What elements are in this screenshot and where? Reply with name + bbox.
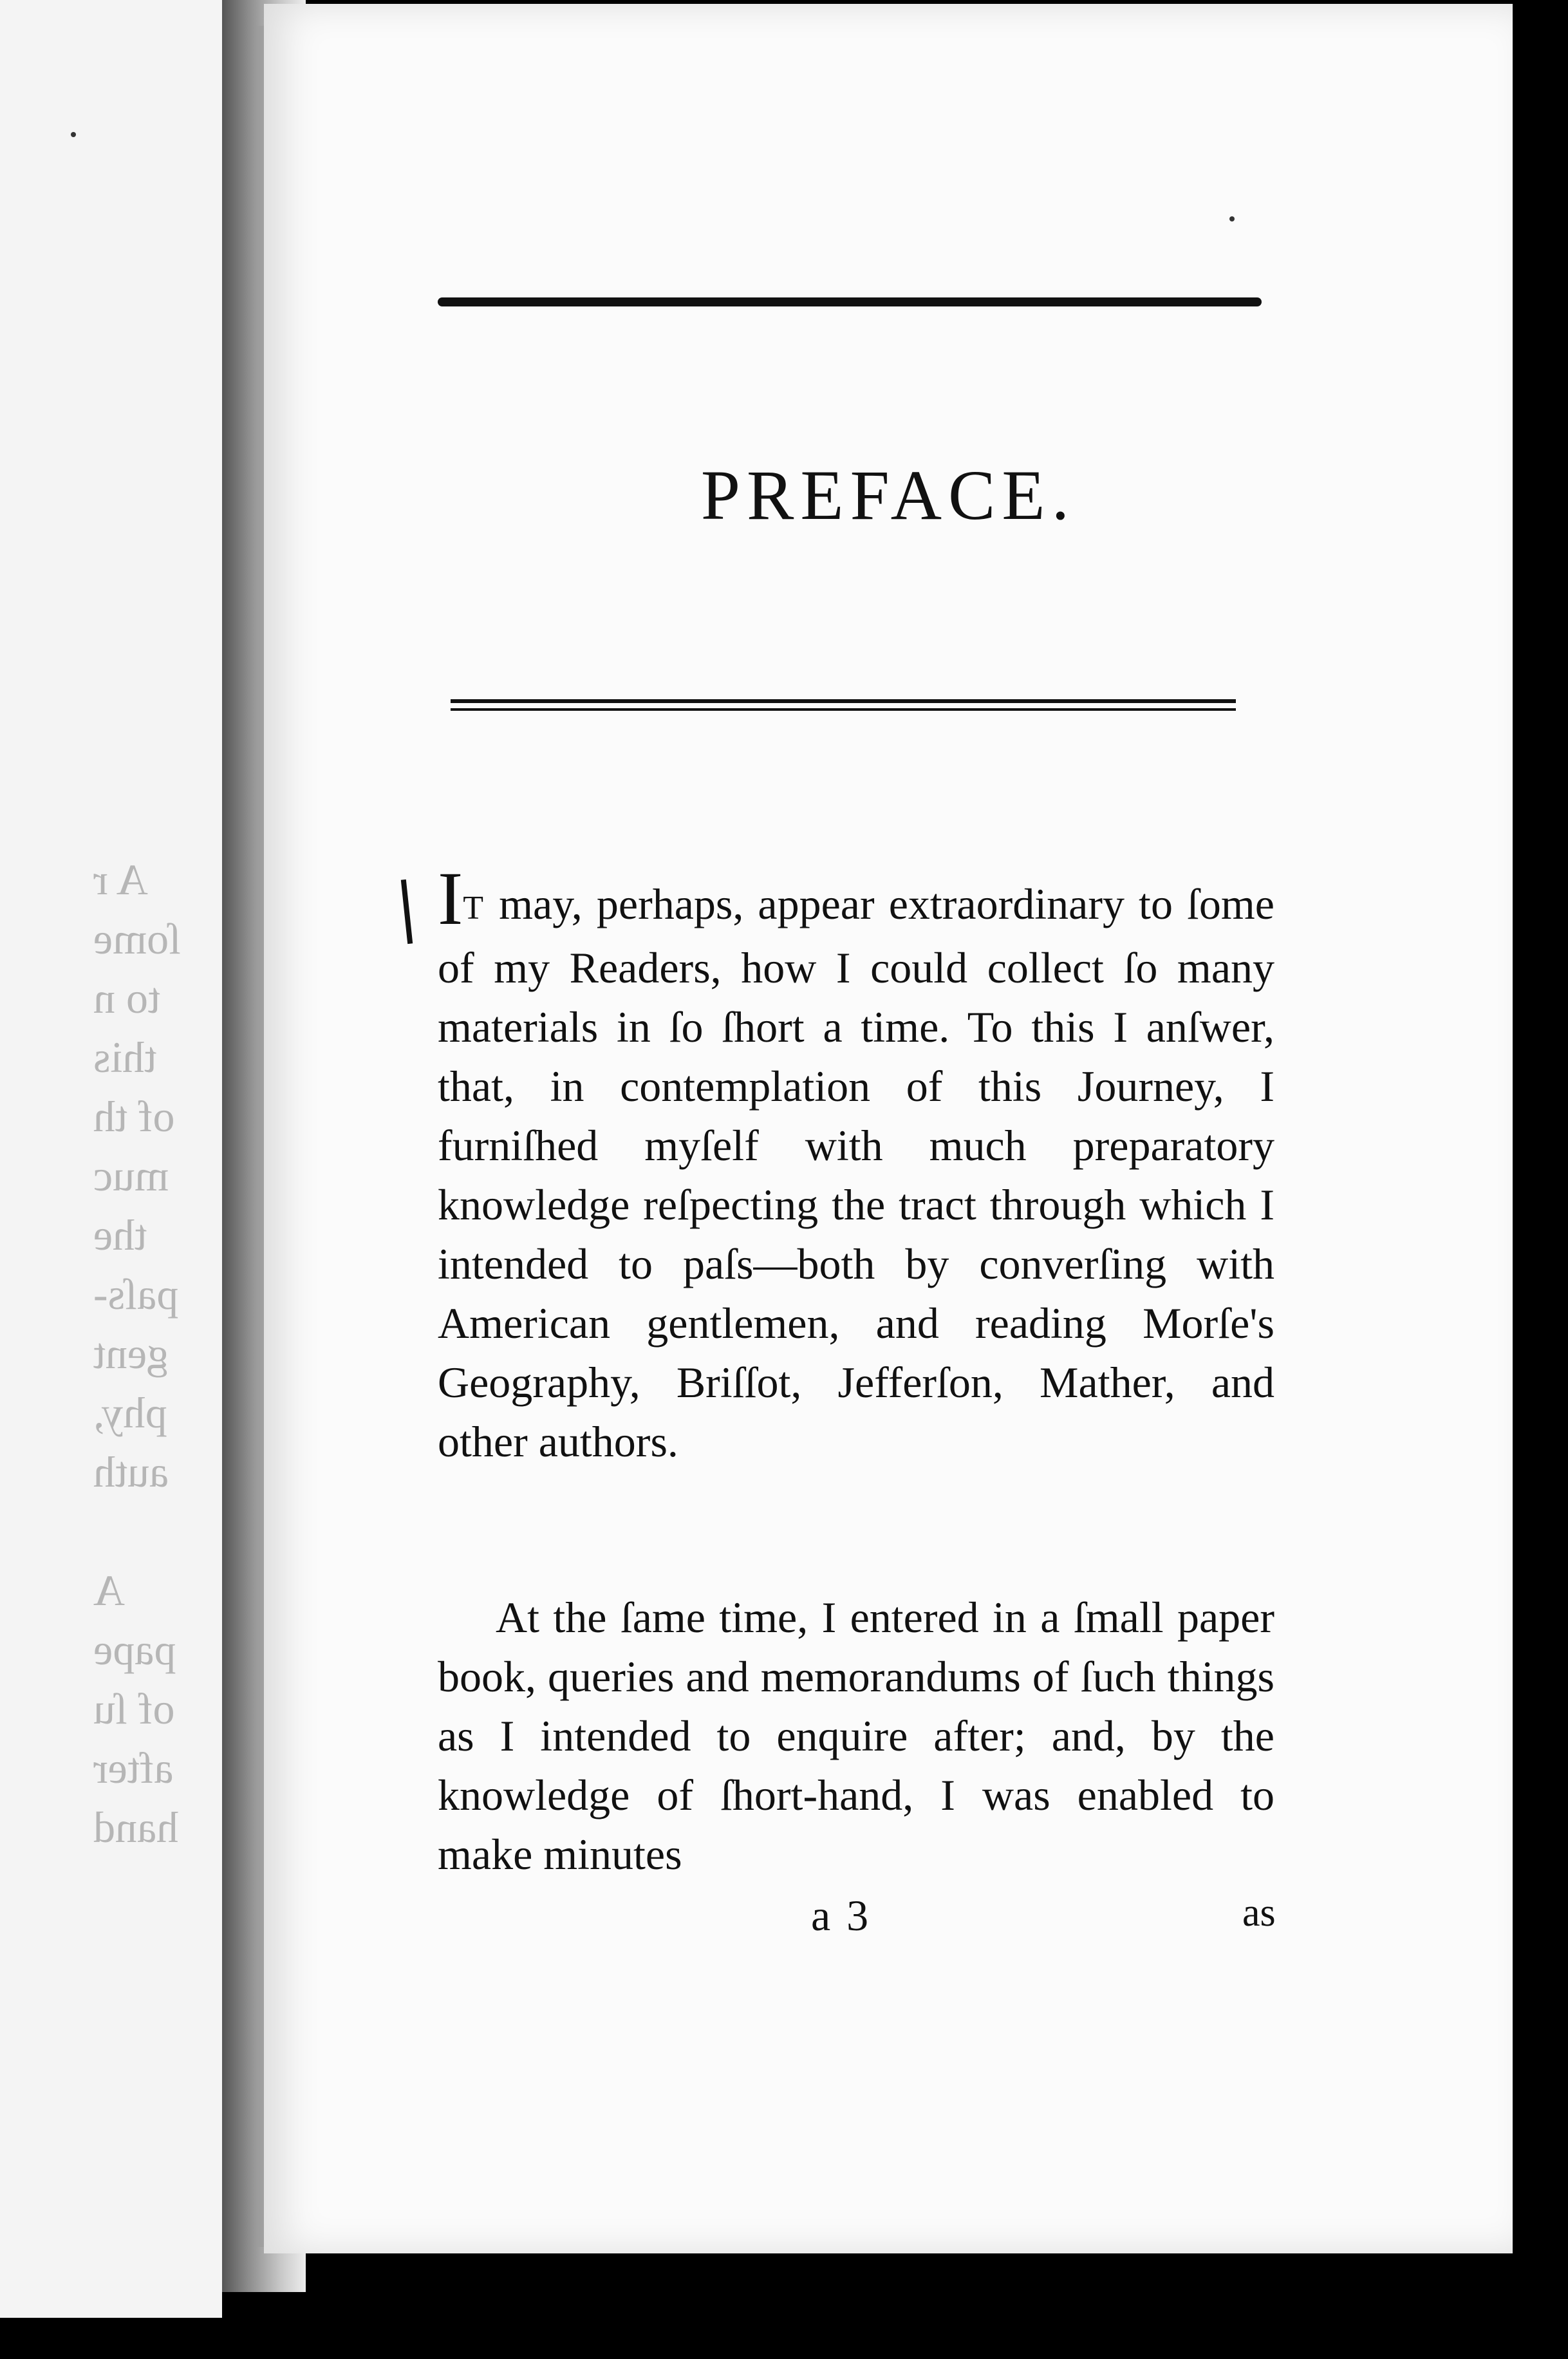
ghost-line: after xyxy=(93,1743,174,1792)
signature-mark: a 3 xyxy=(811,1891,872,1940)
ghost-line: of th xyxy=(93,1092,175,1141)
ghost-line: paſs- xyxy=(93,1270,179,1319)
catchword: as xyxy=(1242,1891,1276,1935)
ghost-line: hand xyxy=(93,1803,179,1852)
paragraph-1-text: may, perhaps, appear extraordinary to ſome of my Readers, how I could collect ſo many materials in ſo ſhort a time. To this I anſwer, that, in contemplation of this Journey, I furniſhed myſelf with much preparatory knowledge reſpecting the tract through which I intended to paſs—both by converſing with American gentlemen, and reading Morſe's Geography, Briſſot, Jefferſon, Mather, and other authors. xyxy=(438,879,1274,1466)
ghost-line: ſome xyxy=(93,914,181,963)
heading-rule xyxy=(451,699,1236,703)
ghost-line: pape xyxy=(93,1625,176,1674)
ghost-line: A r xyxy=(93,855,148,904)
ghost-line: phy, xyxy=(93,1388,167,1437)
paper-speck xyxy=(71,132,76,137)
margin-mark xyxy=(401,879,413,944)
opening-small-caps: T xyxy=(463,890,485,926)
ghost-line: A xyxy=(93,1566,126,1615)
paragraph-1 xyxy=(438,856,1274,1471)
top-rule xyxy=(438,297,1262,306)
page-title: PREFACE. xyxy=(700,456,1076,534)
ghost-line: to n xyxy=(93,973,160,1022)
ghost-line: gent xyxy=(93,1329,169,1378)
drop-cap: I xyxy=(438,856,463,941)
ghost-line: this xyxy=(93,1033,157,1082)
ghost-line xyxy=(93,1501,222,1561)
paragraph-2: At the ſame time, I entered in a ſmall paper book, queries and memorandums of ſuch things as I intended to enquire after; and, by the knowledge of ſhort-hand, I was enabled to make minutes xyxy=(438,1593,1274,1879)
ghost-line: of ſu xyxy=(93,1684,175,1733)
ghost-line: auth xyxy=(93,1447,169,1496)
facing-page-left xyxy=(0,0,222,2318)
paper-speck xyxy=(1229,216,1235,221)
ghost-line: muc xyxy=(93,1151,169,1200)
ghost-line: the xyxy=(93,1210,147,1259)
recto-page xyxy=(264,4,1513,2253)
show-through-text xyxy=(93,850,222,1857)
heading-rule-thin xyxy=(451,708,1236,711)
